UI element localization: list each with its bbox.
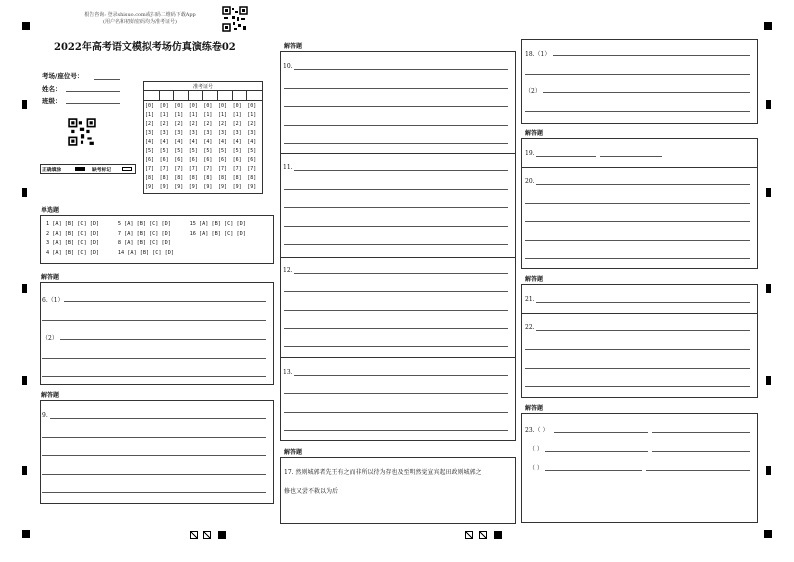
- registration-mark: [22, 530, 30, 538]
- digit-bubble[interactable]: [1]: [232, 112, 242, 118]
- digit-bubble[interactable]: [0]: [203, 103, 213, 109]
- digit-bubble[interactable]: [5]: [174, 148, 184, 154]
- digit-bubble[interactable]: [8]: [174, 175, 184, 181]
- digit-bubble[interactable]: [7]: [188, 166, 198, 172]
- answer-line[interactable]: [545, 451, 648, 452]
- room-seat-field[interactable]: [94, 79, 120, 80]
- digit-bubble[interactable]: [5]: [145, 148, 155, 154]
- digit-bubble[interactable]: [0]: [145, 103, 155, 109]
- answer-line[interactable]: [536, 330, 750, 331]
- answer-line[interactable]: [60, 339, 266, 340]
- page-marker-icon: [479, 531, 487, 539]
- name-field[interactable]: [66, 91, 120, 92]
- answer-line[interactable]: [284, 412, 508, 413]
- answer-line[interactable]: [646, 470, 750, 471]
- question-number: 6.（1）: [42, 297, 64, 304]
- admission-title: 准考证号: [192, 84, 213, 90]
- grid-column-divider: [159, 90, 160, 100]
- question-number: 22.: [525, 324, 535, 331]
- answer-line[interactable]: [42, 492, 266, 493]
- question-number: 21.: [525, 296, 535, 303]
- answer-line[interactable]: [284, 189, 508, 190]
- answer-line[interactable]: [543, 92, 750, 93]
- answer-line[interactable]: [294, 273, 508, 274]
- grid-divider: [144, 100, 262, 101]
- digit-bubble[interactable]: [9]: [247, 184, 257, 190]
- answer-line[interactable]: [525, 386, 750, 387]
- question-text: 17. 然则城郭者先王有之而非所以待为存也及至明然觉宣宾起田政则城郭之: [284, 469, 482, 476]
- digit-bubble[interactable]: [6]: [247, 157, 257, 163]
- digit-bubble[interactable]: [0]: [159, 103, 169, 109]
- digit-bubble[interactable]: [5]: [218, 148, 228, 154]
- answer-box-q6: [40, 282, 274, 385]
- section-title: 解答题: [525, 405, 544, 412]
- timing-mark: [766, 466, 771, 475]
- digit-bubble[interactable]: [9]: [159, 184, 169, 190]
- answer-line[interactable]: [284, 310, 508, 311]
- answer-line[interactable]: [294, 69, 508, 70]
- digit-bubble[interactable]: [0]: [174, 103, 184, 109]
- student-qr-icon: [68, 118, 96, 146]
- digit-bubble[interactable]: [2]: [145, 121, 155, 127]
- question-number: 18.（1）: [525, 51, 551, 58]
- timing-mark: [766, 100, 771, 109]
- digit-bubble[interactable]: [6]: [174, 157, 184, 163]
- digit-bubble[interactable]: [5]: [188, 148, 198, 154]
- answer-line[interactable]: [554, 432, 648, 433]
- timing-mark: [766, 284, 771, 293]
- question-number: 13.: [283, 369, 293, 376]
- digit-bubble[interactable]: [5]: [232, 148, 242, 154]
- grid-column-divider: [246, 90, 247, 100]
- timing-mark: [766, 376, 771, 385]
- digit-bubble[interactable]: [7]: [174, 166, 184, 172]
- digit-bubble[interactable]: [3]: [203, 130, 213, 136]
- digit-bubble[interactable]: [4]: [145, 139, 155, 145]
- digit-bubble[interactable]: [8]: [188, 175, 198, 181]
- timing-mark: [22, 284, 27, 293]
- digit-bubble[interactable]: [2]: [247, 121, 257, 127]
- digit-bubble[interactable]: [5]: [159, 148, 169, 154]
- answer-line[interactable]: [525, 349, 750, 350]
- digit-bubble[interactable]: [7]: [232, 166, 242, 172]
- question-number: 19.: [525, 150, 535, 157]
- answer-line[interactable]: [284, 291, 508, 292]
- digit-bubble[interactable]: [4]: [232, 139, 242, 145]
- answer-line[interactable]: [525, 111, 750, 112]
- digit-bubble[interactable]: [0]: [232, 103, 242, 109]
- question-number: （ ）: [529, 446, 543, 453]
- question-number: 11.: [283, 164, 293, 171]
- registration-mark: [22, 22, 30, 30]
- question-number: （2）: [42, 335, 58, 342]
- notice-line: 根告咨询: 登录shisuo.com或扫码二维码下载App: [84, 12, 196, 18]
- answer-line[interactable]: [42, 358, 266, 359]
- digit-bubble[interactable]: [3]: [218, 130, 228, 136]
- timing-mark: [22, 376, 27, 385]
- notice-line: (用户名和初始密码均为准考证号): [103, 19, 177, 25]
- answer-line[interactable]: [525, 74, 750, 75]
- answer-line[interactable]: [284, 143, 508, 144]
- answer-line[interactable]: [42, 455, 266, 456]
- answer-line[interactable]: [50, 418, 266, 419]
- class-field[interactable]: [66, 103, 120, 104]
- absent-mark-box[interactable]: [122, 167, 132, 171]
- answer-line[interactable]: [525, 221, 750, 222]
- admission-number-grid: [143, 81, 263, 194]
- answer-line[interactable]: [553, 55, 750, 56]
- digit-bubble[interactable]: [4]: [188, 139, 198, 145]
- answer-line[interactable]: [600, 156, 662, 157]
- mc-row[interactable]: 4 [A] [B] [C] [D] 14 [A] [B] [C] [D]: [46, 250, 175, 256]
- answer-line[interactable]: [294, 375, 508, 376]
- digit-bubble[interactable]: [3]: [247, 130, 257, 136]
- section-title: 解答题: [41, 392, 60, 399]
- page-marker-icon: [218, 531, 226, 539]
- digit-bubble[interactable]: [8]: [145, 175, 155, 181]
- mc-section-title: 单选题: [41, 207, 60, 214]
- section-title: 解答题: [284, 449, 303, 456]
- answer-line[interactable]: [284, 106, 508, 107]
- digit-bubble[interactable]: [3]: [188, 130, 198, 136]
- digit-bubble[interactable]: [3]: [232, 130, 242, 136]
- answer-line[interactable]: [652, 451, 750, 452]
- digit-bubble[interactable]: [4]: [247, 139, 257, 145]
- digit-bubble[interactable]: [6]: [159, 157, 169, 163]
- answer-line[interactable]: [64, 301, 266, 302]
- answer-line[interactable]: [42, 376, 266, 377]
- page-title: 2022年高考语文模拟考场仿真演练卷02: [54, 42, 236, 53]
- digit-bubble[interactable]: [6]: [203, 157, 213, 163]
- digit-bubble[interactable]: [2]: [188, 121, 198, 127]
- digit-bubble[interactable]: [5]: [247, 148, 257, 154]
- digit-bubble[interactable]: [9]: [218, 184, 228, 190]
- digit-bubble[interactable]: [1]: [145, 112, 155, 118]
- answer-line[interactable]: [536, 184, 750, 185]
- mc-row[interactable]: 2 [A] [B] [C] [D] 7 [A] [B] [C] [D] 16 [A] [B] [C] [D]: [46, 231, 246, 237]
- digit-bubble[interactable]: [9]: [203, 184, 213, 190]
- room-seat-label: 考场/座位号：: [42, 72, 84, 80]
- answer-line[interactable]: [294, 170, 508, 171]
- digit-bubble[interactable]: [0]: [247, 103, 257, 109]
- grid-column-divider: [173, 90, 174, 100]
- qr-code-icon: [222, 6, 248, 32]
- answer-line[interactable]: [525, 240, 750, 241]
- page-marker-icon: [190, 531, 198, 539]
- digit-bubble[interactable]: [3]: [145, 130, 155, 136]
- answer-line[interactable]: [284, 430, 508, 431]
- correct-fill-sample: [75, 167, 85, 171]
- digit-bubble[interactable]: [1]: [188, 112, 198, 118]
- digit-bubble[interactable]: [4]: [203, 139, 213, 145]
- digit-bubble[interactable]: [9]: [232, 184, 242, 190]
- answer-line[interactable]: [284, 393, 508, 394]
- section-title: 解答题: [525, 276, 544, 283]
- question-number: 10.: [283, 63, 293, 70]
- section-divider: [521, 313, 758, 314]
- answer-box-col2: [280, 51, 516, 441]
- digit-bubble[interactable]: [1]: [247, 112, 257, 118]
- digit-bubble[interactable]: [2]: [159, 121, 169, 127]
- digit-bubble[interactable]: [2]: [203, 121, 213, 127]
- digit-bubble[interactable]: [2]: [232, 121, 242, 127]
- answer-line[interactable]: [42, 474, 266, 475]
- digit-bubble[interactable]: [6]: [145, 157, 155, 163]
- answer-line[interactable]: [545, 470, 642, 471]
- digit-bubble[interactable]: [0]: [188, 103, 198, 109]
- digit-bubble[interactable]: [7]: [159, 166, 169, 172]
- digit-bubble[interactable]: [7]: [203, 166, 213, 172]
- answer-line[interactable]: [536, 302, 750, 303]
- digit-bubble[interactable]: [7]: [145, 166, 155, 172]
- grid-column-divider: [232, 90, 233, 100]
- digit-bubble[interactable]: [9]: [188, 184, 198, 190]
- grid-column-divider: [188, 90, 189, 100]
- section-divider: [521, 167, 758, 168]
- answer-line[interactable]: [284, 226, 508, 227]
- digit-bubble[interactable]: [8]: [232, 175, 242, 181]
- answer-line[interactable]: [284, 125, 508, 126]
- page-marker-icon: [465, 531, 473, 539]
- answer-line[interactable]: [284, 244, 508, 245]
- question-number: 23.（ ）: [525, 427, 549, 434]
- registration-mark: [764, 530, 772, 538]
- answer-line[interactable]: [284, 88, 508, 89]
- digit-bubble[interactable]: [3]: [174, 130, 184, 136]
- answer-line[interactable]: [525, 203, 750, 204]
- name-label: 姓名：: [42, 85, 62, 93]
- section-divider: [280, 153, 516, 154]
- digit-bubble[interactable]: [5]: [203, 148, 213, 154]
- timing-mark: [22, 188, 27, 197]
- digit-bubble[interactable]: [6]: [188, 157, 198, 163]
- digit-bubble[interactable]: [1]: [159, 112, 169, 118]
- digit-bubble[interactable]: [9]: [174, 184, 184, 190]
- question-number: （2）: [525, 88, 541, 95]
- answer-line[interactable]: [525, 368, 750, 369]
- answer-box-q23: [521, 413, 758, 523]
- digit-bubble[interactable]: [6]: [218, 157, 228, 163]
- answer-line[interactable]: [652, 432, 750, 433]
- digit-bubble[interactable]: [8]: [218, 175, 228, 181]
- digit-bubble[interactable]: [9]: [145, 184, 155, 190]
- page-marker-icon: [494, 531, 502, 539]
- class-label: 班级：: [42, 97, 62, 105]
- digit-bubble[interactable]: [1]: [174, 112, 184, 118]
- section-title: 解答题: [41, 274, 60, 281]
- digit-bubble[interactable]: [7]: [218, 166, 228, 172]
- digit-bubble[interactable]: [2]: [218, 121, 228, 127]
- digit-bubble[interactable]: [4]: [159, 139, 169, 145]
- timing-mark: [22, 100, 27, 109]
- grid-column-divider: [202, 90, 203, 100]
- digit-bubble[interactable]: [1]: [203, 112, 213, 118]
- timing-mark: [766, 188, 771, 197]
- answer-box-q9: [40, 400, 274, 504]
- registration-mark: [764, 22, 772, 30]
- question-text: 修也又尝不救以为后: [284, 488, 339, 495]
- answer-line[interactable]: [42, 320, 266, 321]
- answer-line[interactable]: [284, 207, 508, 208]
- question-number: （ ）: [529, 465, 543, 472]
- digit-bubble[interactable]: [1]: [218, 112, 228, 118]
- absent-mark-label: 缺考标记: [92, 168, 112, 173]
- answer-line[interactable]: [284, 346, 508, 347]
- section-title: 解答题: [284, 43, 303, 50]
- digit-bubble[interactable]: [2]: [174, 121, 184, 127]
- digit-bubble[interactable]: [8]: [247, 175, 257, 181]
- section-divider: [280, 357, 516, 358]
- answer-line[interactable]: [284, 328, 508, 329]
- digit-bubble[interactable]: [8]: [159, 175, 169, 181]
- digit-bubble[interactable]: [8]: [203, 175, 213, 181]
- answer-line[interactable]: [525, 258, 750, 259]
- digit-bubble[interactable]: [0]: [218, 103, 228, 109]
- mc-row[interactable]: 1 [A] [B] [C] [D] 5 [A] [B] [C] [D] 15 [A] [B] [C] [D]: [46, 221, 246, 227]
- digit-bubble[interactable]: [4]: [218, 139, 228, 145]
- digit-bubble[interactable]: [4]: [174, 139, 184, 145]
- digit-bubble[interactable]: [7]: [247, 166, 257, 172]
- digit-bubble[interactable]: [3]: [159, 130, 169, 136]
- timing-mark: [22, 466, 27, 475]
- question-number: 20.: [525, 178, 535, 185]
- answer-line[interactable]: [536, 156, 596, 157]
- digit-bubble[interactable]: [6]: [232, 157, 242, 163]
- section-title: 解答题: [525, 130, 544, 137]
- section-divider: [280, 257, 516, 258]
- question-number: 9.: [42, 412, 48, 419]
- answer-line[interactable]: [42, 437, 266, 438]
- correct-fill-label: 正确填涂: [42, 168, 62, 173]
- mc-row[interactable]: 3 [A] [B] [C] [D] 8 [A] [B] [C] [D]: [46, 240, 171, 246]
- page-marker-icon: [203, 531, 211, 539]
- grid-column-divider: [217, 90, 218, 100]
- question-number: 12.: [283, 267, 293, 274]
